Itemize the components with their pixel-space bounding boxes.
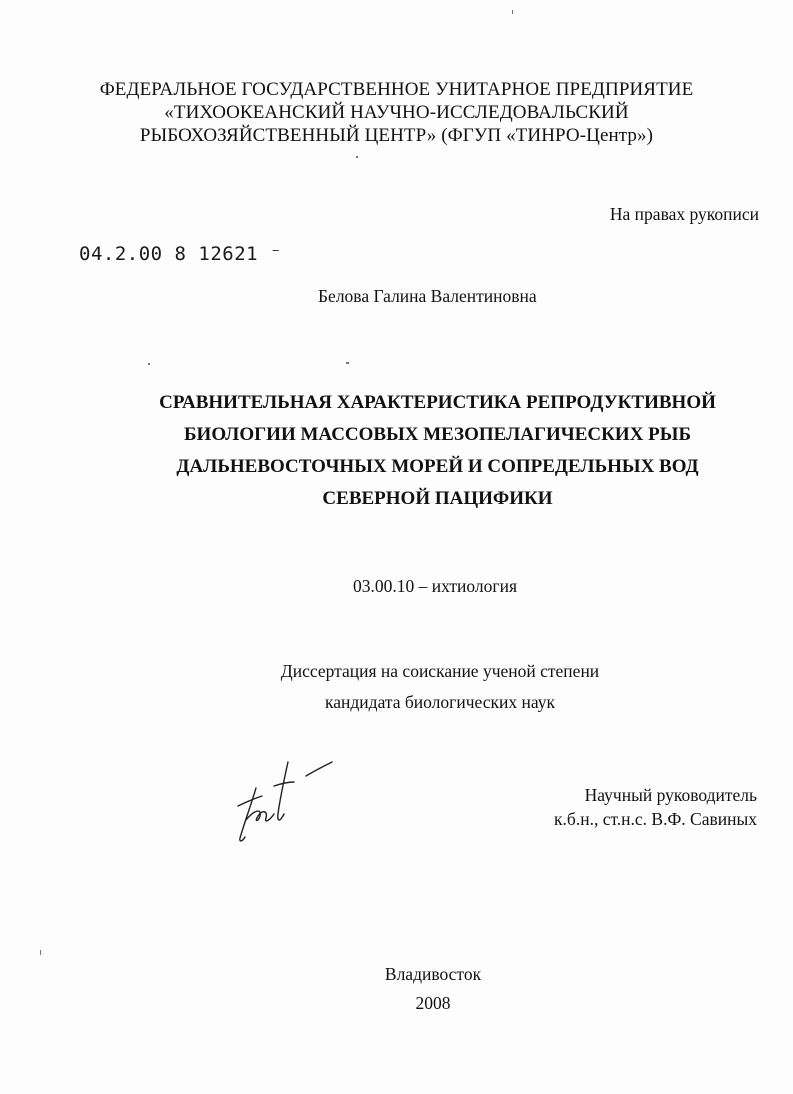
title-line: СЕВЕРНОЙ ПАЦИФИКИ	[322, 488, 553, 509]
signature-stroke	[240, 788, 256, 841]
scan-speck	[148, 363, 150, 365]
degree-statement	[0, 656, 793, 718]
scan-speck	[346, 362, 349, 364]
scientific-supervisor	[554, 783, 757, 831]
library-stamp-text: 04.2.00 8 12621	[79, 243, 259, 265]
specialty-code: 03.00.10 – ихтиология	[352, 576, 518, 596]
title-line: СРАВНИТЕЛЬНАЯ ХАРАКТЕРИСТИКА РЕПРОДУКТИВНОЙ	[159, 392, 716, 413]
organization-header	[0, 78, 793, 147]
scan-speck	[356, 156, 358, 158]
city: Владивосток	[384, 964, 482, 984]
organization-line: ФЕДЕРАЛЬНОЕ ГОСУДАРСТВЕННОЕ УНИТАРНОЕ ПРЕДПРИЯТИЕ	[99, 79, 694, 100]
handwritten-signature	[228, 758, 338, 848]
scan-speck	[40, 950, 41, 955]
title-line: ДАЛЬНЕВОСТОЧНЫХ МОРЕЙ И СОПРЕДЕЛЬНЫХ ВОД	[176, 456, 699, 477]
organization-line: РЫБОХОЗЯЙСТВЕННЫЙ ЦЕНТР» (ФГУП «ТИНРО-Центр»)	[139, 125, 654, 146]
signature-stroke	[306, 762, 332, 776]
signature-stroke	[238, 796, 262, 806]
supervisor-name: к.б.н., ст.н.с. В.Ф. Савиных	[554, 809, 757, 829]
place-and-year	[0, 960, 793, 1018]
signature-stroke	[246, 811, 274, 821]
library-stamp-number	[79, 243, 282, 265]
year: 2008	[415, 993, 451, 1013]
organization-line: «ТИХООКЕАНСКИЙ НАУЧНО-ИССЛЕДОВАЛЬСКИЙ	[164, 102, 629, 123]
author-name: Белова Галина Валентиновна	[318, 286, 537, 306]
dissertation-title	[0, 387, 793, 515]
degree-line: кандидата биологических наук	[325, 692, 555, 712]
scan-speck	[512, 10, 513, 14]
manuscript-rights-note: На правах рукописи	[609, 204, 759, 224]
stamp-dash: ⁻	[258, 243, 282, 265]
degree-line: Диссертация на соискание ученой степени	[280, 661, 600, 681]
supervisor-role: Научный руководитель	[584, 785, 757, 805]
title-line: БИОЛОГИИ МАССОВЫХ МЕЗОПЕЛАГИЧЕСКИХ РЫБ	[183, 424, 692, 445]
signature-stroke	[278, 762, 288, 820]
